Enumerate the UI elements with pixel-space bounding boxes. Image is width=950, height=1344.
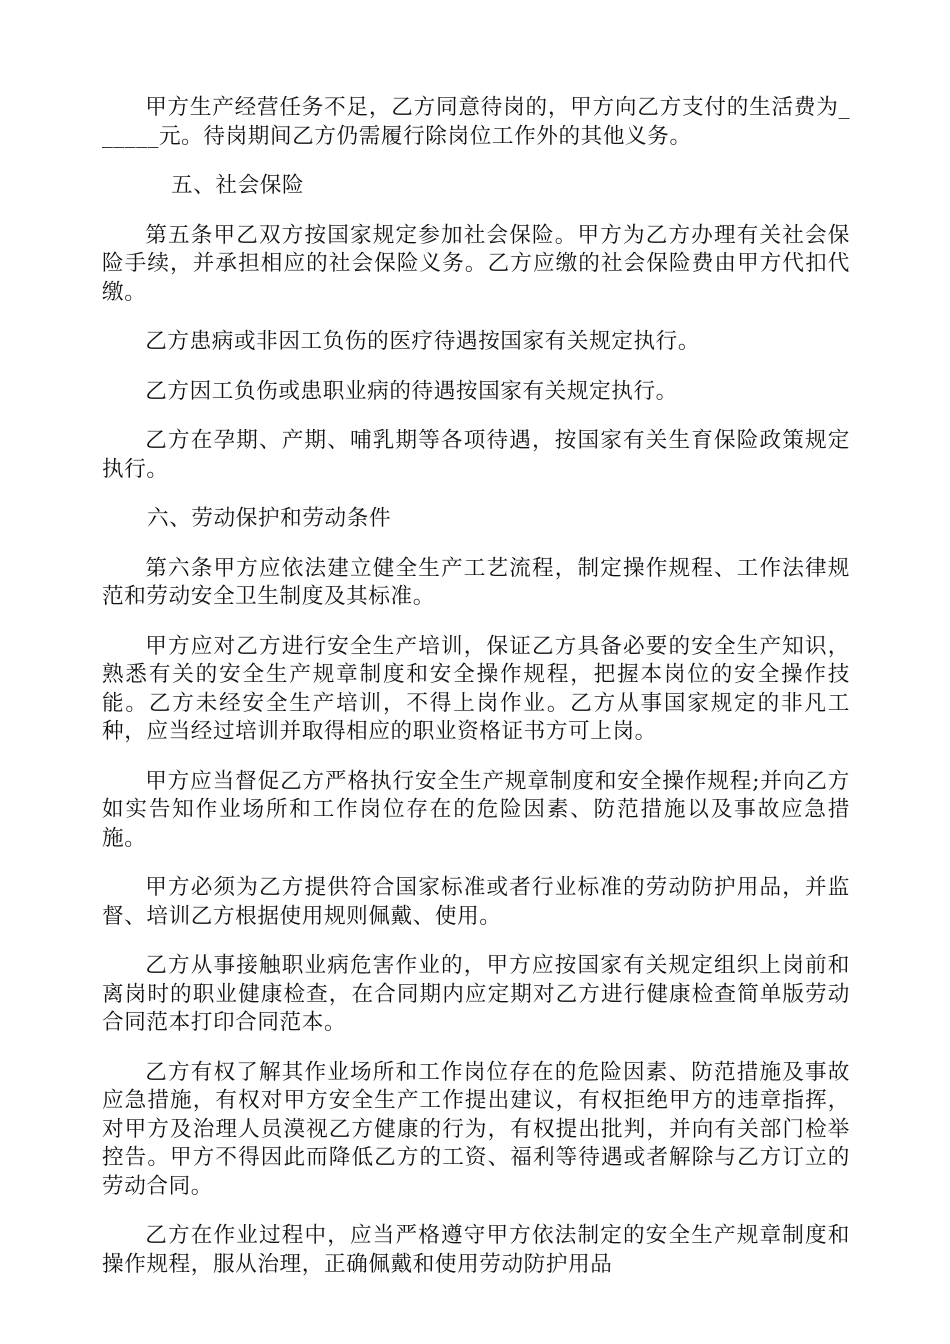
section-heading-labor-protection: 六、劳动保护和劳动条件 xyxy=(147,506,392,531)
paragraph-employee-obligations: 乙方在作业过程中，应当严格遵守甲方依法制定的安全生产规章制度和操作规程，服从治理，正确佩戴和使用劳动防护用品 xyxy=(102,1223,850,1277)
paragraph-safety-training: 甲方应对乙方进行安全生产培训，保证乙方具备必要的安全生产知识，熟悉有关的安全生产规章制度和安全操作规程，把握本岗位的安全操作技能。乙方未经安全生产培训，不得上岗作业。乙方从事国家规定的非凡工种，应当经过培训并取得相应的职业资格证书方可上岗。 xyxy=(102,633,850,744)
paragraph-standby-pay: 甲方生产经营任务不足，乙方同意待岗的，甲方向乙方支付的生活费为______元。待岗期间乙方仍需履行除岗位工作外的其他义务。 xyxy=(102,95,850,149)
paragraph-protective-equipment: 甲方必须为乙方提供符合国家标准或者行业标准的劳动防护用品，并监督、培训乙方根据使用规则佩戴、使用。 xyxy=(102,875,850,929)
paragraph-employee-rights: 乙方有权了解其作业场所和工作岗位存在的危险因素、防范措施及事故应急措施，有权对甲方安全生产工作提出建议，有权拒绝甲方的违章指挥，对甲方及治理人员漠视乙方健康的行为，有权提出批判，并向有关部门检举控告。甲方不得因此而降低乙方的工资、福利等待遇或者解除与乙方订立的劳动合同。 xyxy=(102,1059,850,1199)
paragraph-medical-treatment: 乙方患病或非因工负伤的医疗待遇按国家有关规定执行。 xyxy=(145,329,701,354)
paragraph-safety-supervision: 甲方应当督促乙方严格执行安全生产规章制度和安全操作规程;并向乙方如实告知作业场所和工作岗位存在的危险因素、防范措施以及事故应急措施。 xyxy=(102,768,850,851)
paragraph-article-5: 第五条甲乙双方按国家规定参加社会保险。甲方为乙方办理有关社会保险手续，并承担相应的社会保险义务。乙方应缴的社会保险费由甲方代扣代缴。 xyxy=(102,222,850,305)
paragraph-article-6: 第六条甲方应依法建立健全生产工艺流程，制定操作规程、工作法律规范和劳动安全卫生制度及其标准。 xyxy=(102,555,850,609)
paragraph-health-check: 乙方从事接触职业病危害作业的，甲方应按国家有关规定组织上岗前和离岗时的职业健康检查，在合同期内应定期对乙方进行健康检查简单版劳动合同范本打印合同范本。 xyxy=(102,953,850,1035)
paragraph-maternity: 乙方在孕期、产期、哺乳期等各项待遇，按国家有关生育保险政策规定执行。 xyxy=(102,428,850,482)
section-heading-social-insurance: 五、社会保险 xyxy=(171,173,305,198)
paragraph-work-injury: 乙方因工负伤或患职业病的待遇按国家有关规定执行。 xyxy=(145,378,678,404)
